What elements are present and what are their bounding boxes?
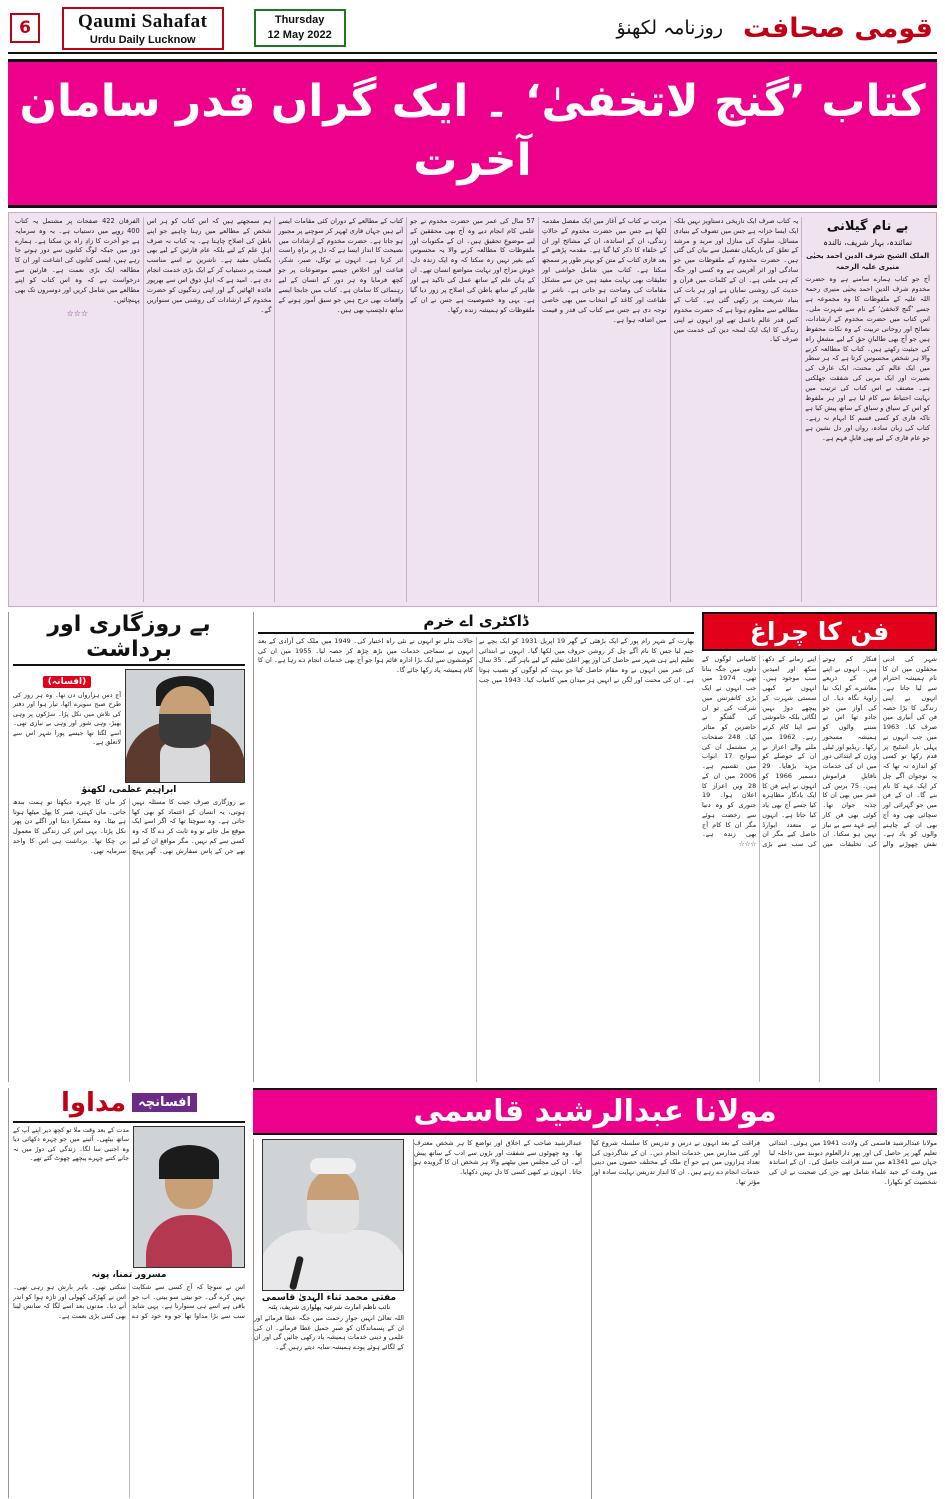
lead-column-3: مرتب نے کتاب کے آغاز میں ایک مفصل مقدمہ لکھا ہے جس میں حضرت مخدوم کے حالاتِ زندگی، ان کے اساتذہ، ان کے مشائخ اور ان کے خلفاء کا ذکر کیا گیا ہے۔ مقدمہ پڑھنے کے بعد قاری کتاب کے متن کو بہتر طور پر سمجھ سکتا ہے۔ کتاب میں شامل حواشی اور تعلیقات بھی نہایت مفید ہیں جن سے مشکل مقامات کی وضاحت ہو جاتی ہے۔ ناشر نے طباعت اور کاغذ کے انتخاب میں بھی خاصی توجہ دی ہے جس سے کتاب کی قدر و قیمت میں اضافہ ہوا ہے۔: [538, 217, 670, 602]
madawa-author-photo: [133, 1126, 245, 1268]
masthead: [8, 6, 937, 54]
doctory-body: بھارت کے شہر رام پور کے ایک بڑھئی کے گھر 19 اپریل 1931 کو ایک بچے نے جنم لیا جس کا نام آگے چل کر روشن حروف میں لکھا گیا۔ انہوں نے ابتدائی تعلیم اپنے ہی شہر سے حاصل کی اور پھر اعلیٰ تعلیم کے لیے باہر گئے۔ 35 سال کی عمر میں انہوں نے وہ مقام حاصل کیا جو بہت کم لوگوں کو نصیب ہوتا ہے۔ ان کی محنت اور لگن نے انہیں ہر میدان میں کامیاب کیا۔ 1943 میں جب حالات بدلے تو انہوں نے نئی راہ اختیار کی۔ 1949 میں ملک کی آزادی کے بعد انہوں نے سماجی خدمات میں بڑھ چڑھ کر حصہ لیا۔ 1955 میں ان کی کوششوں سے ایک بڑا ادارہ قائم ہوا جو آج بھی خدمات انجام دے رہا ہے۔ ان کا کام ہمیشہ یاد رکھا جائے گا۔: [258, 636, 694, 684]
issue-date-value: 12 May 2022: [267, 29, 332, 41]
be-rozgari-title: بے روزگاری اور برداشت: [13, 612, 245, 666]
fan-ka-chiragh-body: شہر کی ادبی محفلوں میں ان کا نام ہمیشہ احترام سے لیا جاتا ہے۔ انہوں نے اپنی زندگی کا بڑا حصہ فن کی آبیاری میں صرف کیا۔ 1963 میں جب انہوں نے پہلی بار اسٹیج پر قدم رکھا تو کسی کو اندازہ نہ تھا کہ یہ نوجوان آگے چل کر ایک عہد کا نام بنے گا۔ ان کے فن میں جو گہرائی اور سچائی تھی وہ آج بھی ان کے چاہنے والوں کو یاد ہے۔ نقش چھوڑنے والے فنکار کم ہوتے ہیں۔ انہوں نے اپنے فن کے ذریعے معاشرے کو ایک نیا زاویۂ نگاہ دیا۔ ان کی آواز میں جو جادو تھا اس نے سننے والوں کو ہمیشہ مسحور رکھا۔ ریڈیو اور ٹیلی ویژن کے ابتدائی دور میں ان کی خدمات ناقابلِ فراموش ہیں۔ 75 برس کی عمر میں بھی ان کا جذبہ جوان تھا۔ کوئی بھی فن کار اپنے عہد سے بے نیاز نہیں ہو سکتا۔ ان کی تخلیقات میں اپنے زمانے کے دکھ، سکھ اور امیدیں سب موجود ہیں۔ انہوں نے کبھی سستی شہرت کے پیچھے دوڑ نہیں لگائی بلکہ خاموشی سے اپنا کام کرتے رہے۔ 1962 میں ملنے والے اعزاز نے ان کے حوصلے کو مزید بڑھایا۔ 29 دسمبر 1966 کو انہوں نے اپنے فن کا ایک یادگار مظاہرہ کیا جسے آج بھی یاد کیا جاتا ہے۔ انہوں نے متعدد ایوارڈ حاصل کیے مگر ان کی سب سے بڑی کامیابی لوگوں کے دلوں میں جگہ بنانا تھی۔ 1974 میں جب انہوں نے ایک بڑی کانفرنس میں شرکت کی تو ان کی گفتگو نے حاضرین کو متاثر کیا۔ 248 صفحات پر مشتمل ان کی سوانح 17 ابواب میں تقسیم ہے۔ 2006 میں ان کے 28 ویں اعزاز کا اعلان ہوا۔ 19 جنوری کو وہ دنیا سے رخصت ہوئے مگر ان کا کام آج بھی زندہ ہے۔ ☆☆☆: [702, 654, 937, 849]
fan-ka-chiragh-title: فن کا چراغ: [702, 612, 937, 651]
lead-column-5: کتاب کے مطالعے کے دوران کئی مقامات ایسے آتے ہیں جہاں قاری ٹھہر کر سوچنے پر مجبور ہو جاتا ہے۔ حضرت مخدوم کے ارشادات میں نصیحت کا انداز ایسا ہے کہ دل پر براہِ راست اثر کرتا ہے۔ انہوں نے توکل، صبر، شکر، قناعت اور اخلاص جیسے موضوعات پر جو کچھ فرمایا وہ ہر دور کے انسان کے لیے رہنمائی کا سامان ہے۔ کتاب میں جابجا ایسے واقعات بھی درج ہیں جو سبق آموز ہونے کے ساتھ دلچسپ بھی ہیں۔: [274, 217, 406, 602]
lead-column-4: 57 سال کی عمر میں حضرت مخدوم نے جو علمی کام انجام دیے وہ آج بھی محققین کے لیے موضوعِ تحقیق ہیں۔ ان کے مکتوبات اور ملفوظات کا مطالعہ کرنے والا یہ محسوس کیے بغیر نہیں رہ سکتا کہ وہ ایک زندہ دل، خوش مزاج اور نہایت متواضع انسان تھے۔ ان کے ہاں علم کے ساتھ عمل کی تاکید ہے اور ظاہر کے ساتھ باطن کی اصلاح پر زور دیا گیا ہے۔ یہی وہ خصوصیت ہے جس نے ان کے ملفوظات کو ہمیشہ زندہ رکھا۔: [406, 217, 538, 602]
maulana-column-2: فراغت کے بعد انہوں نے درس و تدریس کا سلسلہ شروع کیا اور کئی مدارس میں خدمات انجام دیں۔ ان کے شاگردوں کی تعداد ہزاروں میں ہے جو آج ملک کے مختلف حصوں میں دینی خدمات انجام دے رہے ہیں۔ ان کا انداز تدریس نہایت سادہ اور مؤثر تھا۔: [591, 1139, 764, 1499]
lead-stars: ☆☆☆: [66, 308, 89, 318]
lead-column-6: ہم سمجھتے ہیں کہ اس کتاب کو ہر اس شخص کے مطالعے میں رہنا چاہیے جو اپنے باطن کی اصلاح چاہتا ہے۔ یہ کتاب نہ صرف اہلِ علم کے لیے بلکہ عام قارئین کے لیے بھی یکساں مفید ہے۔ ناشرین نے اسے مناسب قیمت پر دستیاب کر کے ایک بڑی خدمت انجام دی ہے۔ امید ہے کہ اہلِ ذوق اس سے بھرپور فائدہ اٹھائیں گے اور اپنی زندگیوں کو حضرت مخدوم کے ارشادات کی روشنی میں سنواریں گے۔: [143, 217, 275, 602]
be-rozgari-author: ابراہیم عظمی، لکھنؤ: [81, 784, 177, 795]
lead-text-1: آج جو کتاب ہمارے سامنے ہے وہ حضرت مخدوم شرف الدین احمد یحیٰی منیری رحمۃ اللہ علیہ کے ملفوظات کا وہ مجموعہ ہے جسے ’گنج لاتخفیٰ‘ کے نام سے شہرت ملی۔ اس کتاب میں حضرت مخدوم کے ارشادات، نصائح اور روحانی تربیت کے وہ نکات محفوظ ہیں جو آج بھی طالبانِ حق کے لیے مشعلِ راہ کی حیثیت رکھتے ہیں۔ کتاب کا مطالعہ کرنے والا ہر شخص محسوس کرتا ہے کہ ہر سطر میں ایک عالم کی محنت، ایک عارف کی بصیرت اور ایک مربی کی شفقت جھلکتی ہے۔ مصنف نے اس کتاب کی ترتیب میں نہایت احتیاط سے کام لیا ہے اور ہر ملفوظ کو اس کے سیاق و سباق کے ساتھ پیش کیا ہے تاکہ قاری کو کسی قسم کا ابہام نہ رہے۔ کتاب کی زبان سادہ، رواں اور دل نشین ہے جو عام قاری کے لیے بھی قابلِ فہم ہے۔: [805, 275, 930, 442]
maulana-author-block: [253, 1139, 408, 1499]
madawa-author: مسرور تمنا، پونہ: [91, 1269, 167, 1280]
bottom-band: [8, 1088, 937, 1498]
madawa-header: [13, 1088, 245, 1123]
be-rozgari-author-photo: [125, 669, 245, 783]
lead-column-1: [801, 217, 933, 602]
masthead-urdu-subtitle: روزنامہ لکھنؤ: [616, 17, 723, 39]
issue-date: [254, 9, 346, 47]
maulana-column-4: اللہ تعالیٰ انہیں جوارِ رحمت میں جگہ عطا فرمائے اور ان کے پسماندگان کو صبرِ جمیل عطا فرمائے۔ ان کی علمی و دینی خدمات ہمیشہ یاد رکھی جائیں گی اور ان کے لگائے ہوئے پودے ہمیشہ سایہ دیتے رہیں گے۔: [254, 1313, 404, 1352]
lead-headline: کتاب ’گنج لاتخفیٰ‘ ۔ ایک گراں قدر سامان آخرت: [8, 59, 937, 208]
maulana-photo: [262, 1139, 404, 1291]
madawa-article: [8, 1088, 249, 1498]
be-rozgari-body: بے روزگاری صرف جیب کا مسئلہ نہیں ہوتی، یہ انسان کے اعتماد کو بھی کھا جاتی ہے۔ وہ سوچتا تھا کہ اگر اسے ایک موقع مل جائے تو وہ ثابت کر دے گا کہ وہ کسی سے کم نہیں۔ مگر مواقع ان کے لیے تھے جن کے پاس سفارش تھی۔ گھر پہنچ کر ماں کا چہرہ دیکھتا تو ہمت بندھ جاتی۔ ماں کہتی، صبر کا پھل میٹھا ہوتا ہے بیٹا۔ وہ مسکرا دیتا اور اگلے دن پھر نکل پڑتا۔ یہی اس کی زندگی کا معمول بن چکا تھا۔ برداشت ہی اس کا واحد سرمایہ تھی۔: [13, 797, 245, 855]
masthead-title-box: [62, 7, 224, 50]
lead-column-7: [12, 217, 143, 602]
lead-article: [8, 212, 937, 607]
issue-day: Thursday: [274, 14, 325, 27]
lead-author-line: الملک الشیخ شرف الدین احمد یحیٰی منیری علیہ الرحمہ: [806, 252, 930, 271]
be-rozgari-intro: آج دس ہزارواں دن تھا۔ وہ ہر روز کی طرح صبح سویرے اٹھا، تیار ہوا اور دفتر کی تلاش میں نکل پڑا۔ سڑکوں پر وہی بھیڑ، وہی شور اور وہی بے نیازی تھی۔ اسے لگتا تھا جیسے پورا شہر اس سے لاتعلق ہے۔: [13, 691, 121, 746]
doctory-article: [253, 612, 698, 1082]
madawa-body: اس نے سوچا کہ آج کسی سے شکایت نہیں کرے گی۔ جو بیتی سو بیتی۔ اب جو باقی ہے اسے ہی سنوارنا ہے۔ یہی شاید سب سے بڑا مداوا تھا جو وہ خود کو دے سکتی تھی۔ باہر بارش ہو رہی تھی۔ اس نے کھڑکی کھولی اور تازہ ہوا کو اندر آنے دیا۔ مدتوں بعد اسے لگا کہ سانس لینا بھی کتنی بڑی نعمت ہے۔: [13, 1282, 245, 1321]
middle-band: [8, 612, 937, 1082]
maulana-column-1: مولانا عبدالرشید قاسمی کی ولادت 1941 میں ہوئی۔ ابتدائی تعلیم گھر پر حاصل کی اور پھر دارالعلوم دیوبند میں داخلہ لیا جہاں سے 1341ھ میں سند فراغت حاصل کی۔ ان کے اساتذہ میں وقت کے جید علماء شامل تھے جن کی صحبت نے ان کی شخصیت کو نکھارا۔: [769, 1138, 937, 1186]
doctory-title: ڈاکٹری اے خرم: [258, 612, 694, 634]
newspaper-subtitle: Urdu Daily Lucknow: [89, 33, 196, 46]
madawa-title: مداوا: [60, 1087, 127, 1118]
newspaper-title: Qaumi Sahafat: [78, 10, 208, 32]
be-rozgari-article: [8, 612, 249, 1082]
be-rozgari-tag: (افسانہ): [43, 676, 91, 688]
maulana-title: مولانا عبدالرشید قاسمی: [253, 1088, 937, 1135]
lead-column-2: یہ کتاب صرف ایک تاریخی دستاویز نہیں بلکہ ایک ایسا خزانہ ہے جس میں تصوف کے بنیادی مسائل، سلوک کی منازل اور مرید و مرشد کے تعلق کی باریکیاں تفصیل سے بیان کی گئی ہیں۔ حضرت مخدوم کے ملفوظات میں جو سادگی اور اثر آفرینی ہے وہ کسی اور جگہ کم ہی ملتی ہے۔ ان کے کلمات میں قرآن و حدیث کی روشنی نمایاں ہے اور ہر بات کی بنیاد شریعت پر رکھی گئی ہے۔ کتاب کے مطالعے سے معلوم ہوتا ہے کہ حضرت مخدوم کس قدر عالمِ باعمل تھے اور انہوں نے اپنی زندگی کا ایک ایک لمحہ دین کی خدمت میں صرف کیا۔: [670, 217, 802, 602]
maulana-column-3: عبدالرشید صاحب کے اخلاق اور تواضع کا ہر شخص معترف تھا۔ وہ چھوٹوں سے شفقت اور بڑوں سے ادب کے ساتھ پیش آتے۔ ان کی مجلس میں بیٹھنے والا ہر شخص ان کا گرویدہ ہو جاتا۔ انہوں نے کبھی کسی کا دل نہیں دکھایا۔: [413, 1139, 586, 1499]
maulana-article: [253, 1088, 937, 1498]
lead-byline: بے نام گیلانی نمائندہ، بہار شریف، نالندہ: [805, 217, 930, 250]
lead-text-7: الفرقان 422 صفحات پر مشتمل یہ کتاب 400 روپے میں دستیاب ہے۔ یہ وہ سرمایہ ہے جو آخرت کا زادِ راہ بن سکتا ہے۔ ہمارے دور میں جبکہ لوگ کتابوں سے دور ہوتے جا رہے ہیں، ایسی کتابوں کی اشاعت اور ان کا مطالعہ ایک بڑی نعمت ہے۔ قارئین سے درخواست ہے کہ وہ اس کتاب کو اپنے مطالعے میں شامل کریں اور دوسروں تک بھی پہنچائیں۔: [14, 216, 140, 304]
masthead-urdu-title: قومی صحافت: [743, 12, 933, 44]
fan-ka-chiragh-article: [702, 612, 937, 1082]
maulana-author-sub: نائب ناظم امارت شرعیہ پھلواری شریف، پٹنہ: [267, 1302, 391, 1311]
page-number: 6: [10, 13, 40, 43]
madawa-intro: مدت کے بعد وقت ملا تو کچھ دیر اپنے آپ کے ساتھ بیٹھی۔ آئینے میں جو چہرہ دکھائی دیا وہ اجنبی سا لگا۔ زندگی کی دوڑ میں نہ جانے کتنے چہرے پیچھے چھوٹ گئے تھے۔: [13, 1126, 129, 1163]
maulana-author-name: مفتی محمد ثناء الہدیٰ قاسمی: [261, 1292, 397, 1303]
madawa-tag: افسانچہ: [132, 1093, 197, 1112]
lead-byline-sub: نمائندہ، بہار شریف، نالندہ: [823, 238, 913, 248]
